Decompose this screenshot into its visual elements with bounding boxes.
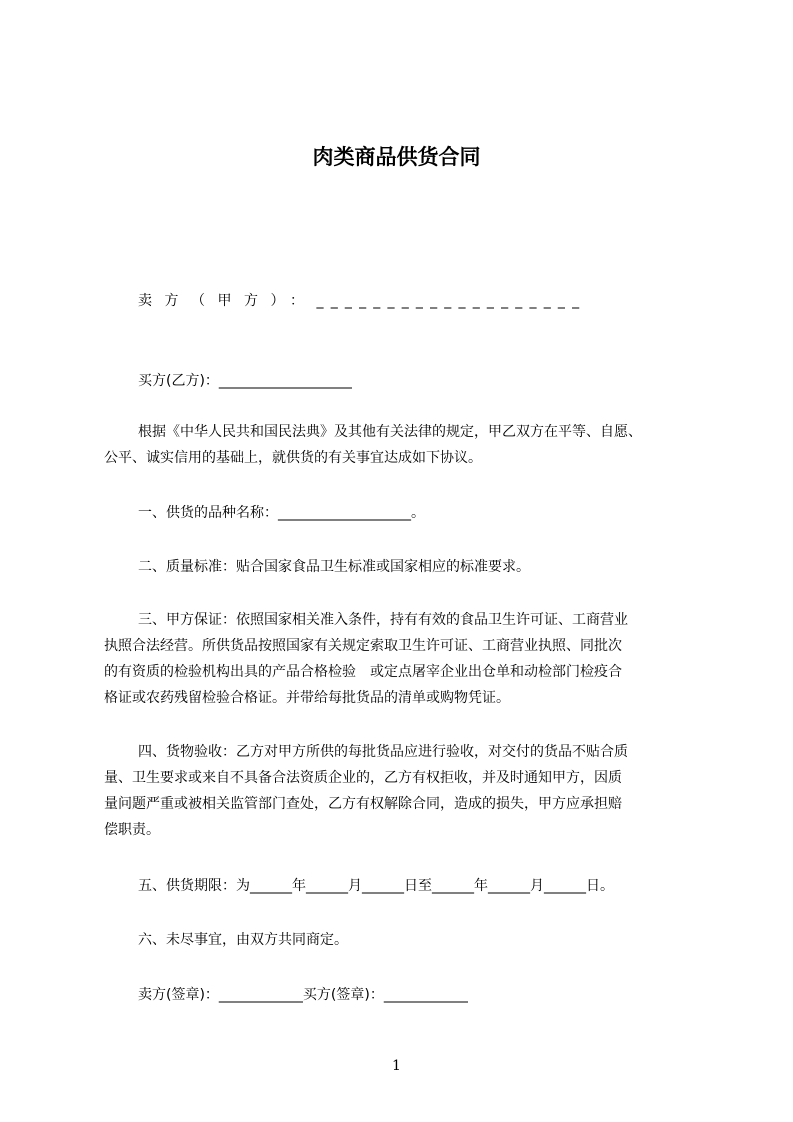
document-title: 肉类商品供货合同 [312, 145, 481, 169]
clause-4-line: 量、卫生要求或来自不具备合法资质企业的，乙方有权拒收，并及时通知甲方，因质 [104, 770, 622, 786]
clause-2: 二、质量标准：贴合国家食品卫生标准或国家相应的标准要求。 [138, 559, 530, 575]
clause-4-line: 量问题严重或被相关监管部门查处，乙方有权解除合同，造成的损失，甲方应承担赔 [104, 796, 622, 812]
clause-4-line: 偿职责。 [104, 822, 160, 838]
buyer-line: 买方(乙方)：___________________ [138, 373, 352, 389]
clause-3-line: 执照合法经营。所供货品按照国家有关规定索取卫生许可证、工商营业执照、同批次 [104, 638, 622, 654]
clause-4-line: 四、货物验收：乙方对甲方所供的每批货品应进行验收，对交付的货品不贴合质 [138, 744, 628, 760]
clause-3-paragraph [104, 607, 704, 711]
clause-3-line: 的有资质的检验机构出具的产品合格检验 或定点屠宰企业出仓单和动检部门检疫合 [104, 664, 622, 680]
seller-blank: ___________________ [316, 293, 587, 309]
preamble-paragraph [104, 419, 704, 471]
seller-label: 卖方（甲方）： [138, 293, 317, 309]
clause-6: 六、未尽事宜，由双方共同商定。 [138, 932, 348, 948]
clause-3-line: 三、甲方保证：依照国家相关准入条件，持有有效的食品卫生许可证、工商营业 [138, 612, 628, 628]
clause-4-paragraph [104, 739, 704, 843]
page-number: 1 [392, 1058, 401, 1074]
clause-5: 五、供货期限：为______年______月______日至______年______月______日。 [138, 878, 614, 894]
signature-line: 卖方(签章)：____________买方(签章)：____________ [138, 987, 468, 1003]
seller-line [138, 291, 586, 311]
preamble-line: 根据《中华人民共和国民法典》及其他有关法律的规定，甲乙双方在平等、自愿、 [138, 424, 642, 440]
clause-1: 一、供货的品种名称：___________________。 [138, 505, 425, 521]
preamble-line: 公平、诚实信用的基础上，就供货的有关事宜达成如下协议。 [104, 450, 482, 466]
clause-3-line: 格证或农药残留检验合格证。并带给每批货品的清单或购物凭证。 [104, 690, 510, 706]
